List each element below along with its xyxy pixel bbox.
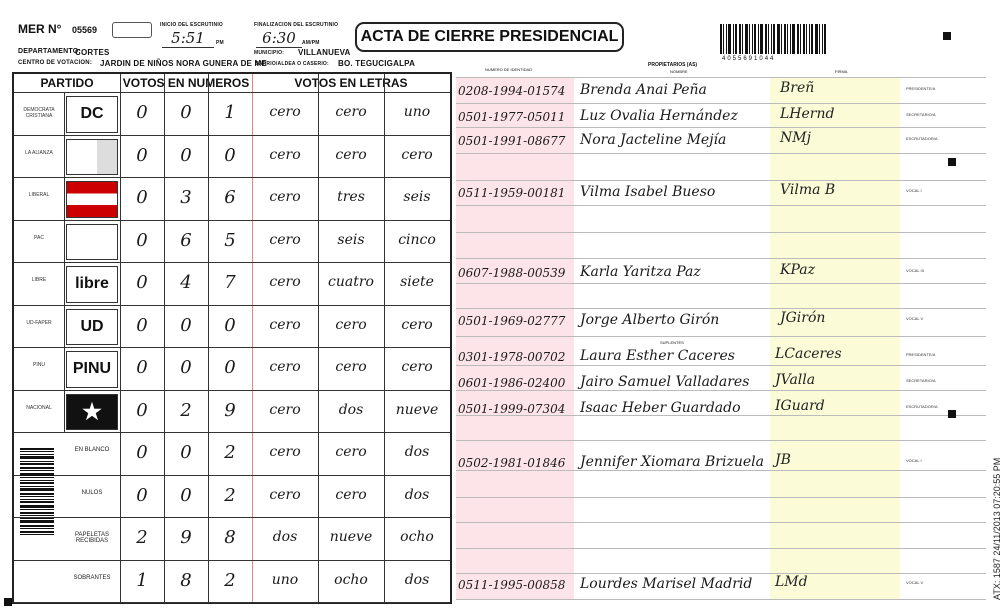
barcode-bar — [733, 24, 734, 54]
sig-header: FIRMA — [835, 69, 848, 74]
start-time: 5:51 — [162, 29, 214, 48]
vote-word: cero — [269, 231, 301, 248]
party-name: LIBERAL — [28, 192, 50, 199]
party-logo: DC — [66, 96, 118, 133]
barcode-bar — [806, 24, 807, 54]
barcode-bar — [20, 515, 54, 516]
barcode-bar — [754, 24, 756, 54]
member-id: 0501-1991-08677 — [458, 134, 566, 148]
name-header: NOMBRE — [670, 69, 688, 74]
member-id: 0501-1999-07304 — [458, 402, 566, 416]
barcode-bar — [735, 24, 737, 54]
vote-word: dos — [404, 444, 430, 460]
member-role: SECRETARIO/A — [906, 112, 936, 117]
barcode-bar — [20, 501, 54, 503]
barcode-bar — [20, 505, 54, 508]
vote-word: dos — [404, 486, 430, 503]
table-column-line — [120, 74, 121, 602]
end-time: 6:30 — [256, 29, 302, 48]
vote-digit: 3 — [180, 187, 192, 208]
member-row-line — [456, 127, 986, 128]
top-barcode — [720, 24, 840, 54]
vote-digit: 0 — [136, 399, 148, 421]
party-name: UD-FAPER — [26, 319, 52, 326]
barcode-bar — [20, 473, 54, 476]
col-letters-header: VOTOS EN LETRAS — [294, 76, 408, 90]
barcode-bar — [20, 496, 54, 497]
barcode-bar — [824, 24, 826, 54]
party-name: LIBRE — [31, 277, 47, 284]
col-numbers-header: VOTOS EN NUMEROS — [122, 76, 250, 90]
barcode-bar — [777, 24, 780, 54]
municipality: VILLANUEVA — [298, 48, 351, 57]
member-row-line — [456, 153, 986, 154]
vote-word: dos — [272, 529, 298, 545]
corner-mark — [948, 410, 956, 418]
member-role: PRESIDENTE/A — [906, 352, 936, 357]
member-role: VOCAL III — [906, 268, 924, 273]
vote-word: cuatro — [328, 274, 374, 290]
barcode-bar — [800, 24, 801, 54]
member-row-line — [456, 573, 986, 574]
vote-digit: 0 — [180, 144, 192, 166]
member-id: 0502-1981-01846 — [458, 456, 566, 470]
vote-digit: 0 — [136, 102, 148, 123]
party-name: NULOS — [81, 489, 103, 496]
vote-word: cero — [335, 486, 367, 503]
party-name: DEMOCRATA CRISTIANA — [23, 107, 55, 120]
vote-word: cero — [269, 274, 301, 290]
barcode-bar — [749, 24, 750, 54]
member-id: 0511-1995-00858 — [458, 578, 566, 592]
vote-digit: 6 — [224, 187, 236, 208]
vote-word: ocho — [400, 529, 434, 545]
vote-word: cero — [269, 359, 301, 375]
vote-digit: 0 — [136, 442, 148, 463]
vote-word: cero — [335, 316, 367, 333]
vote-digit: 0 — [136, 144, 148, 166]
barcode-bar — [20, 534, 54, 535]
vote-word: cero — [269, 146, 301, 163]
barcode-bar — [20, 525, 54, 527]
vote-digit: 8 — [224, 527, 236, 548]
mer-label: MER N° — [18, 22, 62, 36]
col-party-header: PARTIDO — [40, 76, 94, 90]
barrio: BO. TEGUCIGALPA — [338, 59, 416, 68]
department-label: DEPARTAMENTO: — [18, 48, 81, 55]
member-role: ESCRUTADOR/A — [906, 136, 938, 141]
barcode-bar — [723, 24, 724, 54]
vote-digit: 0 — [224, 144, 236, 166]
vote-digit: 0 — [180, 314, 192, 336]
member-signature: JB — [775, 452, 791, 468]
vote-word: cero — [269, 486, 301, 503]
vote-digit: 2 — [136, 527, 148, 548]
member-row-line — [456, 103, 986, 104]
member-role: VOCAL V — [906, 580, 924, 585]
table-row-line — [14, 475, 450, 476]
barcode-bar — [20, 512, 54, 514]
member-signature: LMd — [775, 574, 808, 590]
member-id: 0501-1969-02777 — [458, 314, 566, 328]
table-row-line — [14, 305, 450, 306]
vote-digit: 0 — [136, 314, 148, 336]
member-signature: Breñ — [780, 80, 815, 96]
member-row-line — [456, 599, 986, 600]
vote-word: tres — [337, 189, 365, 205]
barcode-bar — [773, 24, 775, 54]
member-name: Jennifer Xiomara Brizuela — [580, 454, 764, 470]
party-logo: ★ — [66, 394, 118, 431]
member-role: VOCAL V — [906, 316, 924, 321]
table-row-line — [14, 177, 450, 178]
barcode-bar — [20, 448, 54, 450]
table-row-line — [14, 220, 450, 221]
vote-digit: 0 — [180, 102, 192, 123]
party-name: PAPELETAS RECIBIDAS — [74, 532, 110, 545]
barcode-bar — [20, 509, 54, 510]
party-name: SOBRANTES — [73, 574, 111, 581]
vote-word: siete — [400, 274, 434, 290]
party-name: EN BLANCO — [74, 447, 110, 454]
barcode-bar — [765, 24, 767, 54]
member-signature: JValla — [775, 372, 816, 388]
barcode-bar — [787, 24, 788, 54]
mer-number: 05569 — [72, 25, 98, 35]
table-row-line — [14, 432, 450, 433]
member-name: Isaac Heber Guardado — [580, 400, 741, 416]
vote-word: uno — [403, 104, 431, 120]
party-logo: UD — [66, 309, 118, 346]
barcode-bar — [797, 24, 799, 54]
barcode-bar — [20, 488, 54, 491]
vote-digit: 0 — [224, 357, 236, 378]
vote-word: cero — [401, 316, 433, 333]
member-row-line — [456, 283, 986, 284]
vote-digit: 1 — [224, 102, 236, 123]
barcode-bar — [745, 24, 748, 54]
member-id: 0511-1959-00181 — [458, 186, 566, 200]
barcode-bar — [20, 482, 54, 484]
member-name: Karla Yaritza Paz — [580, 264, 701, 280]
barcode-bar — [20, 477, 54, 478]
vote-digit: 7 — [224, 272, 236, 293]
member-name: Nora Jacteline Mejía — [580, 132, 727, 148]
barcode-bar — [809, 24, 810, 54]
member-role: SECRETARIO/A — [906, 378, 936, 383]
member-name: Jorge Alberto Girón — [580, 312, 720, 328]
member-row-line — [456, 77, 986, 78]
vote-word: cero — [335, 359, 367, 375]
party-name: LA ALIANZA — [25, 149, 53, 156]
barrio-label: BARRIO/ALDEA O CASERIO: — [255, 61, 329, 67]
vote-digit: 6 — [180, 229, 192, 251]
barcode-bar — [20, 518, 54, 519]
member-role: VOCAL I — [906, 458, 922, 463]
barcode-bar — [803, 24, 805, 54]
vote-word: nueve — [395, 401, 439, 418]
id-header: NUMERO DE IDENTIDAD — [485, 67, 533, 72]
id-band — [456, 77, 574, 599]
party-name: NACIONAL — [26, 404, 52, 411]
barcode-bar — [20, 451, 54, 452]
table-row-line — [14, 92, 450, 93]
table-row-line — [14, 262, 450, 263]
barcode-bar — [20, 463, 54, 465]
barcode-bar — [20, 486, 54, 487]
barcode-bar — [815, 24, 818, 54]
department: CORTES — [75, 48, 110, 57]
barcode-bar — [790, 24, 791, 54]
member-row-line — [456, 497, 986, 498]
vote-word: seis — [403, 189, 431, 205]
member-row-line — [456, 205, 986, 206]
table-row-line — [14, 347, 450, 348]
barcode-bar — [758, 24, 759, 54]
barcode-bar — [20, 499, 54, 500]
vote-digit: 0 — [224, 314, 236, 336]
member-name: Laura Esther Caceres — [580, 348, 735, 364]
vote-digit: 0 — [180, 357, 192, 378]
table-row-line — [14, 560, 450, 561]
vote-word: nueve — [329, 529, 373, 545]
corner-mark — [948, 158, 956, 166]
vote-word: dos — [404, 571, 430, 588]
vote-digit: 5 — [224, 229, 236, 251]
substitutes-header: SUPLENTES — [660, 340, 684, 345]
vote-word: uno — [271, 571, 299, 588]
vote-word: cero — [269, 401, 301, 418]
vote-digit: 0 — [136, 187, 148, 208]
member-name: Lourdes Marisel Madrid — [580, 576, 753, 592]
party-logo — [66, 224, 118, 261]
party-logo — [66, 181, 118, 218]
member-name: Jairo Samuel Valladares — [580, 374, 750, 390]
corner-mark — [4, 598, 12, 606]
member-signature: JGirón — [780, 310, 826, 326]
barcode-bar — [20, 493, 54, 495]
vote-word: cero — [335, 104, 367, 120]
party-name: PAC — [34, 234, 44, 241]
vote-word: cero — [401, 359, 433, 375]
vote-word: cero — [401, 146, 433, 163]
vote-digit: 4 — [180, 272, 192, 293]
barcode-bar — [752, 24, 753, 54]
barcode-bar — [726, 24, 727, 54]
start-label: INICIO DEL ESCRUTINIO — [160, 22, 224, 28]
party-logo: libre — [66, 266, 118, 303]
table-row-line — [14, 602, 450, 603]
barcode-bar — [768, 24, 769, 54]
member-row-line — [456, 470, 986, 471]
header-logo — [112, 22, 152, 38]
vote-word: cero — [269, 189, 301, 205]
barcode-bar — [20, 467, 54, 469]
member-signature: NMj — [780, 130, 811, 146]
member-row-line — [456, 440, 986, 441]
barcode-bar — [792, 24, 795, 54]
vote-word: cero — [269, 104, 301, 120]
member-row-line — [456, 180, 986, 181]
center-label: CENTRO DE VOTACION: — [18, 60, 93, 66]
signature-band — [770, 77, 900, 599]
member-row-line — [456, 522, 986, 523]
member-row-line — [456, 390, 986, 391]
vote-word: dos — [338, 401, 364, 418]
member-id: 0601-1986-02400 — [458, 376, 566, 390]
barcode-bar — [781, 24, 782, 54]
barcode-bar — [742, 24, 743, 54]
vote-word: seis — [337, 231, 365, 248]
vote-digit: 0 — [136, 357, 148, 378]
member-row-line — [456, 548, 986, 549]
barcode-bar — [771, 24, 772, 54]
print-stamp: ATX: 1587 24/11/2013 07:20:55 PM — [992, 457, 1002, 600]
member-role: ESCRUTADOR/A — [906, 404, 938, 409]
vote-word: cero — [335, 444, 367, 460]
table-column-line — [208, 74, 209, 602]
barcode-bar — [20, 531, 54, 533]
member-name: Brenda Anai Peña — [580, 82, 707, 98]
member-role: PRESIDENTE/A — [906, 86, 936, 91]
vote-word: cero — [269, 316, 301, 333]
barcode-bar — [819, 24, 820, 54]
barcode-bar — [20, 480, 54, 481]
vote-digit: 9 — [224, 399, 236, 421]
member-id: 0301-1978-00702 — [458, 350, 566, 364]
barcode-bar — [20, 456, 54, 459]
member-signature: LCaceres — [775, 346, 842, 362]
page-title: ACTA DE CIERRE PRESIDENCIAL — [355, 22, 624, 52]
vote-word: cinco — [398, 231, 436, 248]
votes-table — [12, 72, 452, 604]
barcode-bar — [811, 24, 813, 54]
municipality-label: MUNICIPIO: — [254, 50, 285, 56]
member-row-line — [456, 308, 986, 309]
vote-digit: 0 — [180, 442, 192, 463]
end-label: FINALIZACION DEL ESCRUTINIO — [254, 22, 339, 28]
table-column-line — [164, 74, 165, 602]
table-row-line — [14, 517, 450, 518]
vote-word: cero — [335, 146, 367, 163]
barcode-bar — [20, 520, 54, 523]
member-signature: KPaz — [780, 262, 815, 278]
side-barcode — [20, 448, 54, 568]
barcode-bar — [20, 528, 54, 529]
member-name: Luz Ovalia Hernández — [580, 108, 738, 124]
member-id: 0501-1977-05011 — [458, 110, 566, 124]
vote-digit: 2 — [224, 569, 236, 591]
vote-digit: 2 — [224, 442, 236, 463]
vote-digit: 0 — [180, 484, 192, 506]
vote-digit: 9 — [180, 527, 192, 548]
party-name: PINU — [33, 362, 45, 369]
member-row-line — [456, 336, 986, 337]
member-row-line — [456, 232, 986, 233]
party-logo — [66, 139, 118, 176]
barcode-bar — [739, 24, 741, 54]
vote-digit: 1 — [136, 569, 148, 591]
barcode-bar — [720, 24, 722, 54]
start-suffix: PM — [216, 40, 224, 46]
barcode-number: 4055691044 — [722, 56, 776, 62]
owners-header: PROPIETARIOS (AS) — [648, 62, 698, 68]
vote-digit: 2 — [224, 484, 236, 506]
vote-digit: 0 — [136, 229, 148, 251]
member-name: Vilma Isabel Bueso — [580, 184, 716, 200]
member-row-line — [456, 258, 986, 259]
table-row-line — [14, 135, 450, 136]
barcode-bar — [728, 24, 731, 54]
vote-digit: 8 — [180, 569, 192, 591]
member-signature: LHernd — [780, 106, 835, 122]
barcode-bar — [20, 454, 54, 455]
vote-digit: 0 — [136, 272, 148, 293]
barcode-bar — [784, 24, 786, 54]
member-id: 0208-1994-01574 — [458, 84, 566, 98]
member-signature: IGuard — [775, 398, 825, 414]
end-suffix: AM/PM — [302, 40, 320, 46]
center-name: JARDIN DE NIÑOS NORA GUNERA DE ME — [100, 59, 267, 68]
party-logo: PINU — [66, 351, 118, 388]
corner-mark — [943, 32, 951, 40]
barcode-bar — [20, 461, 54, 462]
vote-word: ocho — [334, 571, 368, 588]
table-row-line — [14, 390, 450, 391]
member-id: 0607-1988-00539 — [458, 266, 566, 280]
member-signature: Vilma B — [780, 182, 836, 198]
barcode-bar — [20, 470, 54, 471]
member-role: VOCAL I — [906, 188, 922, 193]
member-row-line — [456, 365, 986, 366]
vote-word: cero — [269, 444, 301, 460]
barcode-bar — [822, 24, 823, 54]
vote-digit: 0 — [136, 484, 148, 506]
vote-digit: 2 — [180, 399, 192, 421]
barcode-bar — [760, 24, 763, 54]
